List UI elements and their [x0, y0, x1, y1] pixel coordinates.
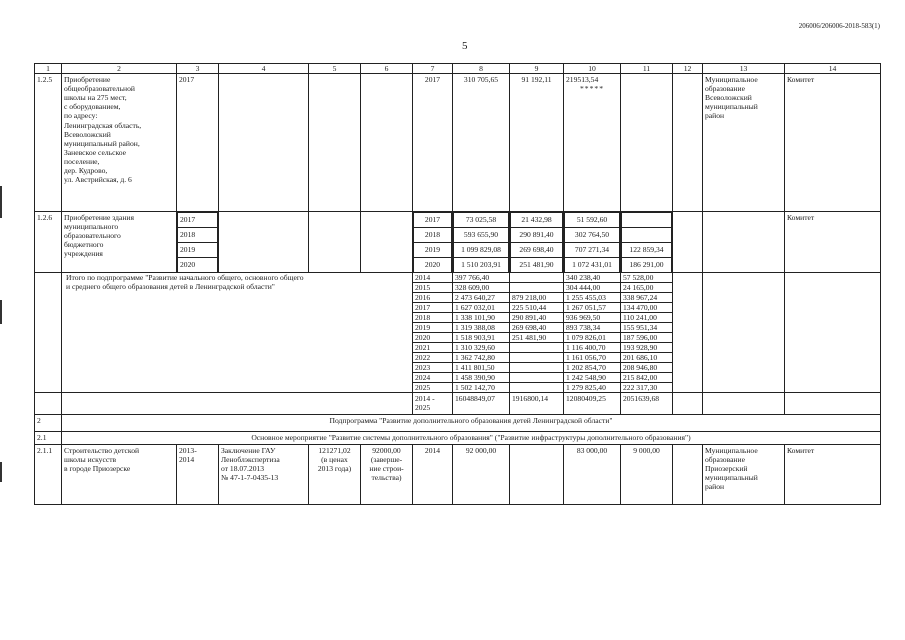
- col-number: 10: [564, 64, 621, 74]
- grand-total-row: [35, 393, 881, 415]
- table-row: 1.2.6 Приобретение здания муниципального образовательного бюджетного учреждения 2017 2018 2019 2020 2017 2018 2019 2020 73 025,58 593 655,90 1 099 829,08 1 510 203,91 21 432,98 290 891,40 269 698,40 251 481,90 51 592,60 302 764,50 707 271,34 1 072 431,01 122 859,34 186 291,00 Комитет: [35, 212, 881, 273]
- col-number: 1: [35, 64, 62, 74]
- row-number: 1.2.6: [35, 212, 62, 273]
- subtotal-row: 2021 1 310 329,60 1 116 400,70 193 928,90: [35, 343, 881, 353]
- subtotal-row: 2025 1 502 142,70 1 279 825,40 222 317,30: [35, 383, 881, 393]
- period-cell: 2017 2018 2019 2020: [177, 212, 219, 273]
- col-number: 7: [413, 64, 453, 74]
- local-cell: 9 000,00: [621, 445, 673, 505]
- subtotal-row: 2017 1 627 032,01 225 510,44 1 267 051,57 134 470,00: [35, 303, 881, 313]
- subprogram-row: [35, 415, 881, 432]
- estimated-cost-cell: 121271,02 (в ценах 2013 года): [309, 445, 361, 505]
- executor-cell: Муниципальное образование Всеволожский муниципальный район: [703, 74, 785, 212]
- subtotal-row: 2019 1 319 388,08 269 698,40 893 738,34 155 951,34: [35, 323, 881, 333]
- col-number: 3: [177, 64, 219, 74]
- col-number: 8: [453, 64, 510, 74]
- col-number: 5: [309, 64, 361, 74]
- main-activity-title: Основное мероприятие "Развитие системы дополнительного образования" ("Развитие инфраструктуры дополнительного образования"): [62, 432, 881, 445]
- subtotal-row: 2016 2 473 640,27 879 218,00 1 255 455,03 338 967,24: [35, 293, 881, 303]
- grand-total-c10: 12080409,25: [564, 393, 621, 415]
- row-number: 2: [35, 415, 62, 432]
- scan-edge-mark: [0, 186, 2, 218]
- col-number: 2: [62, 64, 177, 74]
- program-table: [34, 63, 881, 505]
- total-cell: 310 705,65: [453, 74, 510, 212]
- footnote-marker: *****: [580, 84, 604, 94]
- page-number: 5: [462, 40, 468, 52]
- col-number: 14: [785, 64, 881, 74]
- column-numbers-row: [35, 64, 881, 74]
- responsible-cell: Комитет: [785, 74, 881, 212]
- regional-cell: 219513,54 *****: [564, 74, 621, 212]
- object-name: Строительство детской школы искусств в городе Приозерске: [62, 445, 177, 505]
- federal-cell: [510, 445, 564, 505]
- executor-cell: Муниципальное образование Приозерский муниципальный район: [703, 445, 785, 505]
- federal-cell: 91 192,11: [510, 74, 564, 212]
- subtotal-row: 2023 1 411 801,50 1 202 854,70 208 946,80: [35, 363, 881, 373]
- subtotal-row: Итого по подпрограмме "Развитие начального общего, основного общего и среднего общего образования детей в Ленинградской области" 2014 397 766,40 340 238,40 57 528,00: [35, 273, 881, 283]
- table-row: [35, 445, 881, 505]
- responsible-cell: Комитет: [785, 212, 881, 273]
- remaining-cost-cell: 92000,00 (заверше- ние строи- тельства): [361, 445, 413, 505]
- table-row: [35, 74, 881, 212]
- main-activity-row: [35, 432, 881, 445]
- period-cell: 2013- 2014: [177, 445, 219, 505]
- year-cell: 2017: [413, 74, 453, 212]
- subtotal-row: 2020 1 518 903,91 251 481,90 1 079 826,01 187 596,00: [35, 333, 881, 343]
- year-cell: 2014: [413, 445, 453, 505]
- regional-cell: 83 000,00: [564, 445, 621, 505]
- col-number: 9: [510, 64, 564, 74]
- row-number: 2.1: [35, 432, 62, 445]
- row-number: 1.2.5: [35, 74, 62, 212]
- subtotal-row: 2015 328 609,00 304 444,00 24 165,00: [35, 283, 881, 293]
- responsible-cell: Комитет: [785, 445, 881, 505]
- subtotal-label: Итого по подпрограмме "Развитие начального общего, основного общего и среднего общего образования детей в Ленинградской области": [62, 273, 413, 393]
- total-cell: 92 000,00: [453, 445, 510, 505]
- grand-total-period: 2014 - 2025: [413, 393, 453, 415]
- subtotal-row: 2024 1 458 390,90 1 242 548,90 215 842,00: [35, 373, 881, 383]
- period-cell: 2017: [177, 74, 219, 212]
- grand-total-c8: 16048849,07: [453, 393, 510, 415]
- object-name: Приобретение общеобразовательной школы на 275 мест, с оборудованием, по адресу: Ленинградская область, Всеволожский муниципальный район, Заневское сельское поселение, дер. Кудрово, ул. Австрийская, д. 6: [62, 74, 177, 212]
- col-number: 13: [703, 64, 785, 74]
- row-number: 2.1.1: [35, 445, 62, 505]
- scan-edge-mark: [0, 462, 2, 482]
- subtotal-row: 2022 1 362 742,80 1 161 056,70 201 686,10: [35, 353, 881, 363]
- document-id: 206006/206006-2018-583(1): [798, 22, 880, 30]
- subprogram-title: Подпрограмма "Развитие дополнительного образования детей Ленинградской области": [62, 415, 881, 432]
- col-number: 12: [673, 64, 703, 74]
- object-name: Приобретение здания муниципального образовательного бюджетного учреждения: [62, 212, 177, 273]
- col-number: 6: [361, 64, 413, 74]
- subtotal-row: 2018 1 338 101,90 290 891,40 936 969,50 110 241,00: [35, 313, 881, 323]
- grand-total-c11: 2051639,68: [621, 393, 673, 415]
- scan-edge-mark: [0, 300, 2, 324]
- col-number: 4: [219, 64, 309, 74]
- expertise-cell: Заключение ГАУ Леноблэкспертиза от 18.07.2013 № 47-1-7-0435-13: [219, 445, 309, 505]
- col-number: 11: [621, 64, 673, 74]
- grand-total-c9: 1916800,14: [510, 393, 564, 415]
